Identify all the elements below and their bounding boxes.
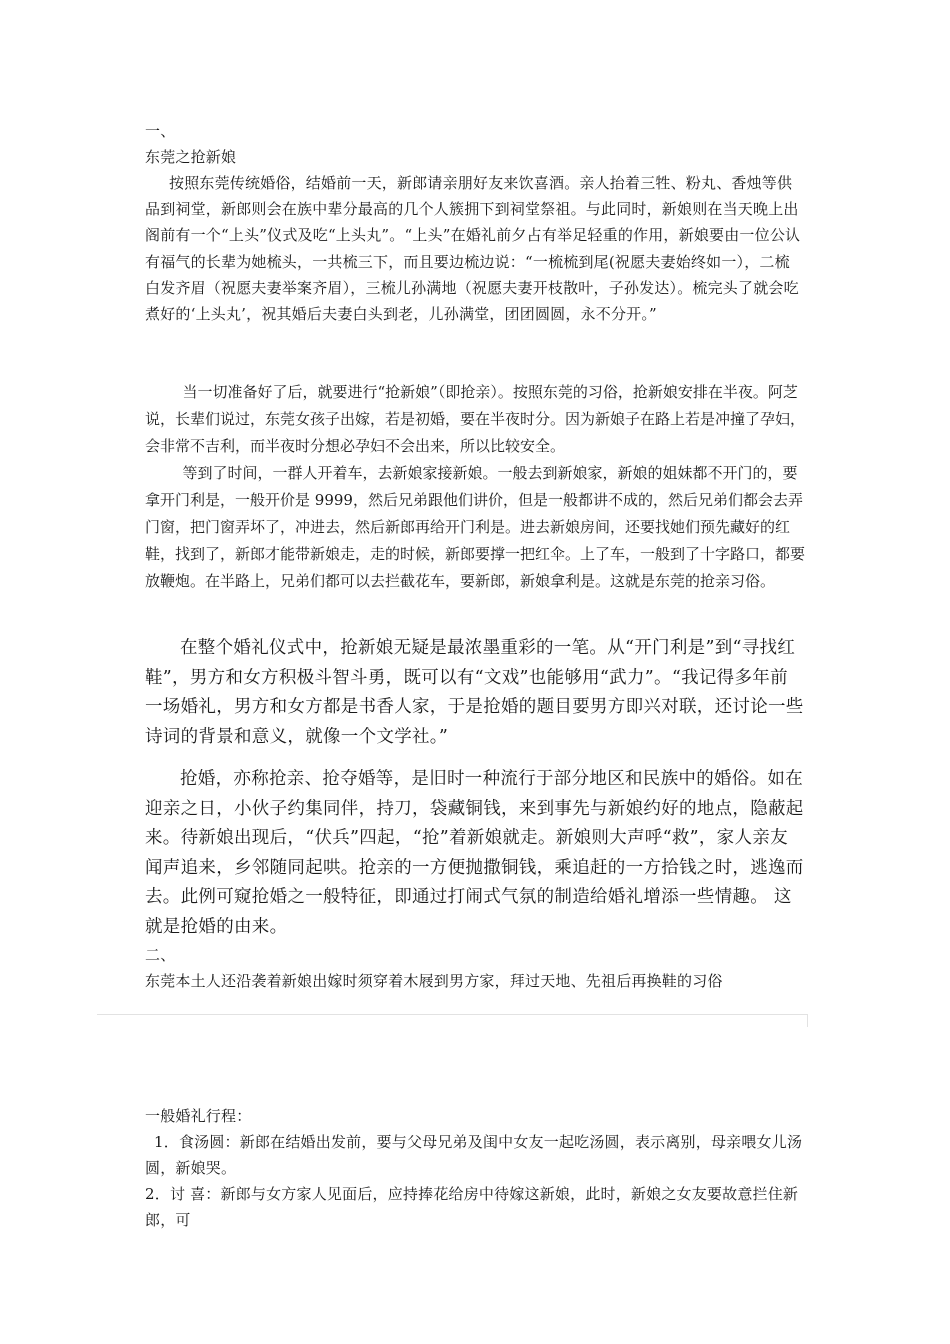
section1-number: 一、 — [145, 122, 176, 140]
section1-title: 东莞之抢新娘 — [145, 148, 237, 166]
itinerary-item-2: 2．讨 喜：新郎与女方家人见面后，应持捧花给房中待嫁这新娘，此时，新娘之女友要故意拦住新郎，可 — [145, 1185, 799, 1230]
section-divider — [97, 1014, 808, 1027]
paragraph-qianghun-origin: 抢婚，亦称抢亲、抢夺婚等，是旧时一种流行于部分地区和民族中的婚俗。如在迎亲之日，小伙子约集同伴，持刀，袋藏铜钱，来到事先与新娘约好的地点，隐蔽起来。待新娘出现后，“伏兵”四起，“抢”着新娘就走。新娘则大声呼“救”，家人亲友闻声追来，乡邻随同起哄。抢亲的一方便抛撒铜钱，乘追赶的一方拾钱之时，逃逸而去。此例可窥抢婚之一般特征，即通过打闹式气氛的制造给婚礼增添一些情趣。 这就是抢婚的由来。 — [145, 769, 804, 937]
section2-number: 二、 — [145, 946, 176, 964]
itinerary-item-1: 1．食汤圆：新郎在结婚出发前，要与父母兄弟及闺中女友一起吃汤圆，表示离别，母亲喂女儿汤圆，新娘哭。 — [145, 1133, 803, 1178]
paragraph-jie-xinniang: 等到了时间，一群人开着车，去新娘家接新娘。一般去到新娘家，新娘的姐妹都不开门的，要拿开门利是，一般开价是 9999，然后兄弟跟他们讲价，但是一般都讲不成的，然后兄弟们都会去弄门窗，把门窗弄坏了，冲进去，然后新郎再给开门利是。进去新娘房间，还要找她们预先藏好的红鞋，找到了，新郎才能带新娘走，走的时候，新郎要撑一把红伞。上了车，一般到了十字路口，都要放鞭炮。在半路上，兄弟们都可以去拦截花车，要新郎，新娘拿利是。这就是东莞的抢亲习俗。 — [145, 464, 806, 590]
paragraph-wedding-ceremony: 在整个婚礼仪式中，抢新娘无疑是最浓墨重彩的一笔。从“开门利是”到“寻找红鞋”，男方和女方积极斗智斗勇，既可以有“文戏”也能够用“武力”。“我记得多年前一场婚礼，男方和女方都是书香人家，于是抢婚的题目要男方即兴对联，还讨论一些诗词的背景和意义，就像一个文学社。” — [145, 638, 804, 747]
itinerary-heading: 一般婚礼行程： — [145, 1107, 252, 1125]
section2-text: 东莞本土人还沿袭着新娘出嫁时须穿着木屐到男方家，拜过天地、先祖后再换鞋的习俗 — [145, 972, 723, 990]
paragraph-qiangxinniang-time: 当一切准备好了后，就要进行“抢新娘”（即抢亲）。按照东莞的习俗，抢新娘安排在半夜。阿芝说，长辈们说过，东莞女孩子出嫁，若是初婚，要在半夜时分。因为新娘子在路上若是冲撞了孕妇，会非常不吉利，而半夜时分想必孕妇不会出来，所以比较安全。 — [145, 383, 806, 455]
paragraph-shangtou: 按照东莞传统婚俗，结婚前一天，新郎请亲朋好友来饮喜酒。亲人抬着三牲、粉丸、香烛等供品到祠堂，新郎则会在族中辈分最高的几个人簇拥下到祠堂祭祖。与此同时，新娘则在当天晚上出阁前有一个“上头”仪式及吃“上头丸”。“上头”在婚礼前夕占有举足轻重的作用，新娘要由一位公认有福气的长辈为她梳头，一共梳三下，而且要边梳边说：“一梳梳到尾(祝愿夫妻始终如一），二梳白发齐眉（祝愿夫妻举案齐眉），三梳儿孙满地（祝愿夫妻开枝散叶，子孙发达）。梳完头了就会吃煮好的‘上头丸’，祝其婚后夫妻白头到老，儿孙满堂，团团圆圆，永不分开。” — [145, 174, 801, 324]
